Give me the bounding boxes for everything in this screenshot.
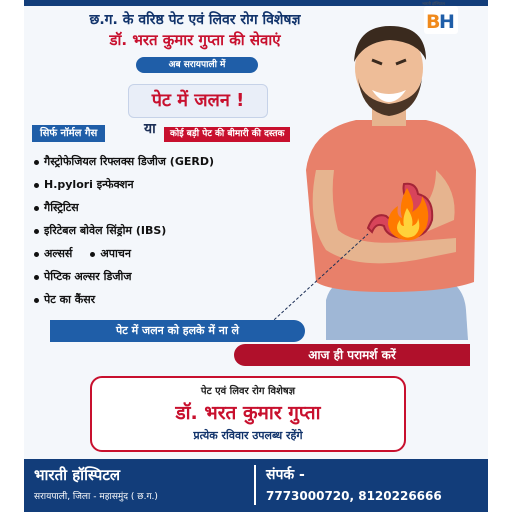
svg-text:B: B [426,11,441,33]
bullet-icon [34,206,39,211]
footer-divider [254,465,256,505]
list-item [34,219,284,242]
normal-gas-tag: सिर्फ नॉर्मल गैस [32,125,105,142]
hospital-name: भारती हॉस्पिटल [34,466,121,484]
doctor-card [90,376,406,452]
warning-banner: पेट में जलन को हलके में ना ले [50,320,305,342]
bullet-icon [34,183,39,188]
list-item [34,242,284,265]
doctor-specialty: पेट एवं लिवर रोग विशेषज्ञ [200,386,296,397]
contact-label: संपर्क - [266,467,305,483]
disease-stomach-cancer: पेट का कैंसर [44,293,96,306]
bullet-icon [34,275,39,280]
list-item [34,196,284,219]
disease-ulcers: अल्सर्स [44,247,73,260]
availability-text: प्रत्येक रविवार उपलब्ध रहेंगे [193,429,303,442]
disease-ibs: इरिटेबल बोवेल सिंड्रोम (IBS) [44,224,167,237]
contact-phones[interactable]: 7773000720, 8120226666 [266,489,442,503]
headline: पेट में जलन ! [128,84,268,118]
list-item [34,265,284,288]
header-title: छ.ग. के वरिष्ठ पेट एवं लिवर रोग विशेषज्ञ [89,12,301,28]
list-item [34,173,284,196]
list-item [34,288,284,311]
disease-indigestion: अपाचन [100,247,131,260]
logo-caption: भारती हॉस्पिटल [422,1,445,6]
disease-gerd: गैस्ट्रोफेजियल रिफ्लक्स डिजीज (GERD) [44,155,214,168]
footer [24,459,488,512]
top-accent-bar [24,0,488,6]
disease-gastritis: गैस्ट्रिटिस [44,201,79,214]
disease-list [34,150,284,311]
list-item [34,150,284,173]
bullet-icon [34,252,39,257]
svg-text:H: H [439,11,455,33]
consult-banner: आज ही परामर्श करें [234,344,470,366]
or-label: या [144,121,156,137]
bullet-icon [34,160,39,165]
poster [24,0,488,512]
doctor-name: डॉ. भरत कुमार गुप्ता [175,402,321,424]
doctor-services-title: डॉ. भरत कुमार गुप्ता की सेवाएं [109,31,281,49]
fire-icon [382,186,432,242]
location-pill: अब सरायपाली में [136,57,258,73]
disease-hpylori: H.pylori इन्फेक्शन [44,178,134,191]
bullet-icon [90,252,95,257]
disease-peptic-ulcer: पेप्टिक अल्सर डिजीज [44,270,132,283]
hospital-address: सरायपाली, जिला - महासमुंद ( छ.ग.) [34,492,158,502]
bullet-icon [34,229,39,234]
bullet-icon [34,298,39,303]
serious-disease-tag: कोई बड़ी पेट की बीमारी की दस्तक [164,127,290,142]
